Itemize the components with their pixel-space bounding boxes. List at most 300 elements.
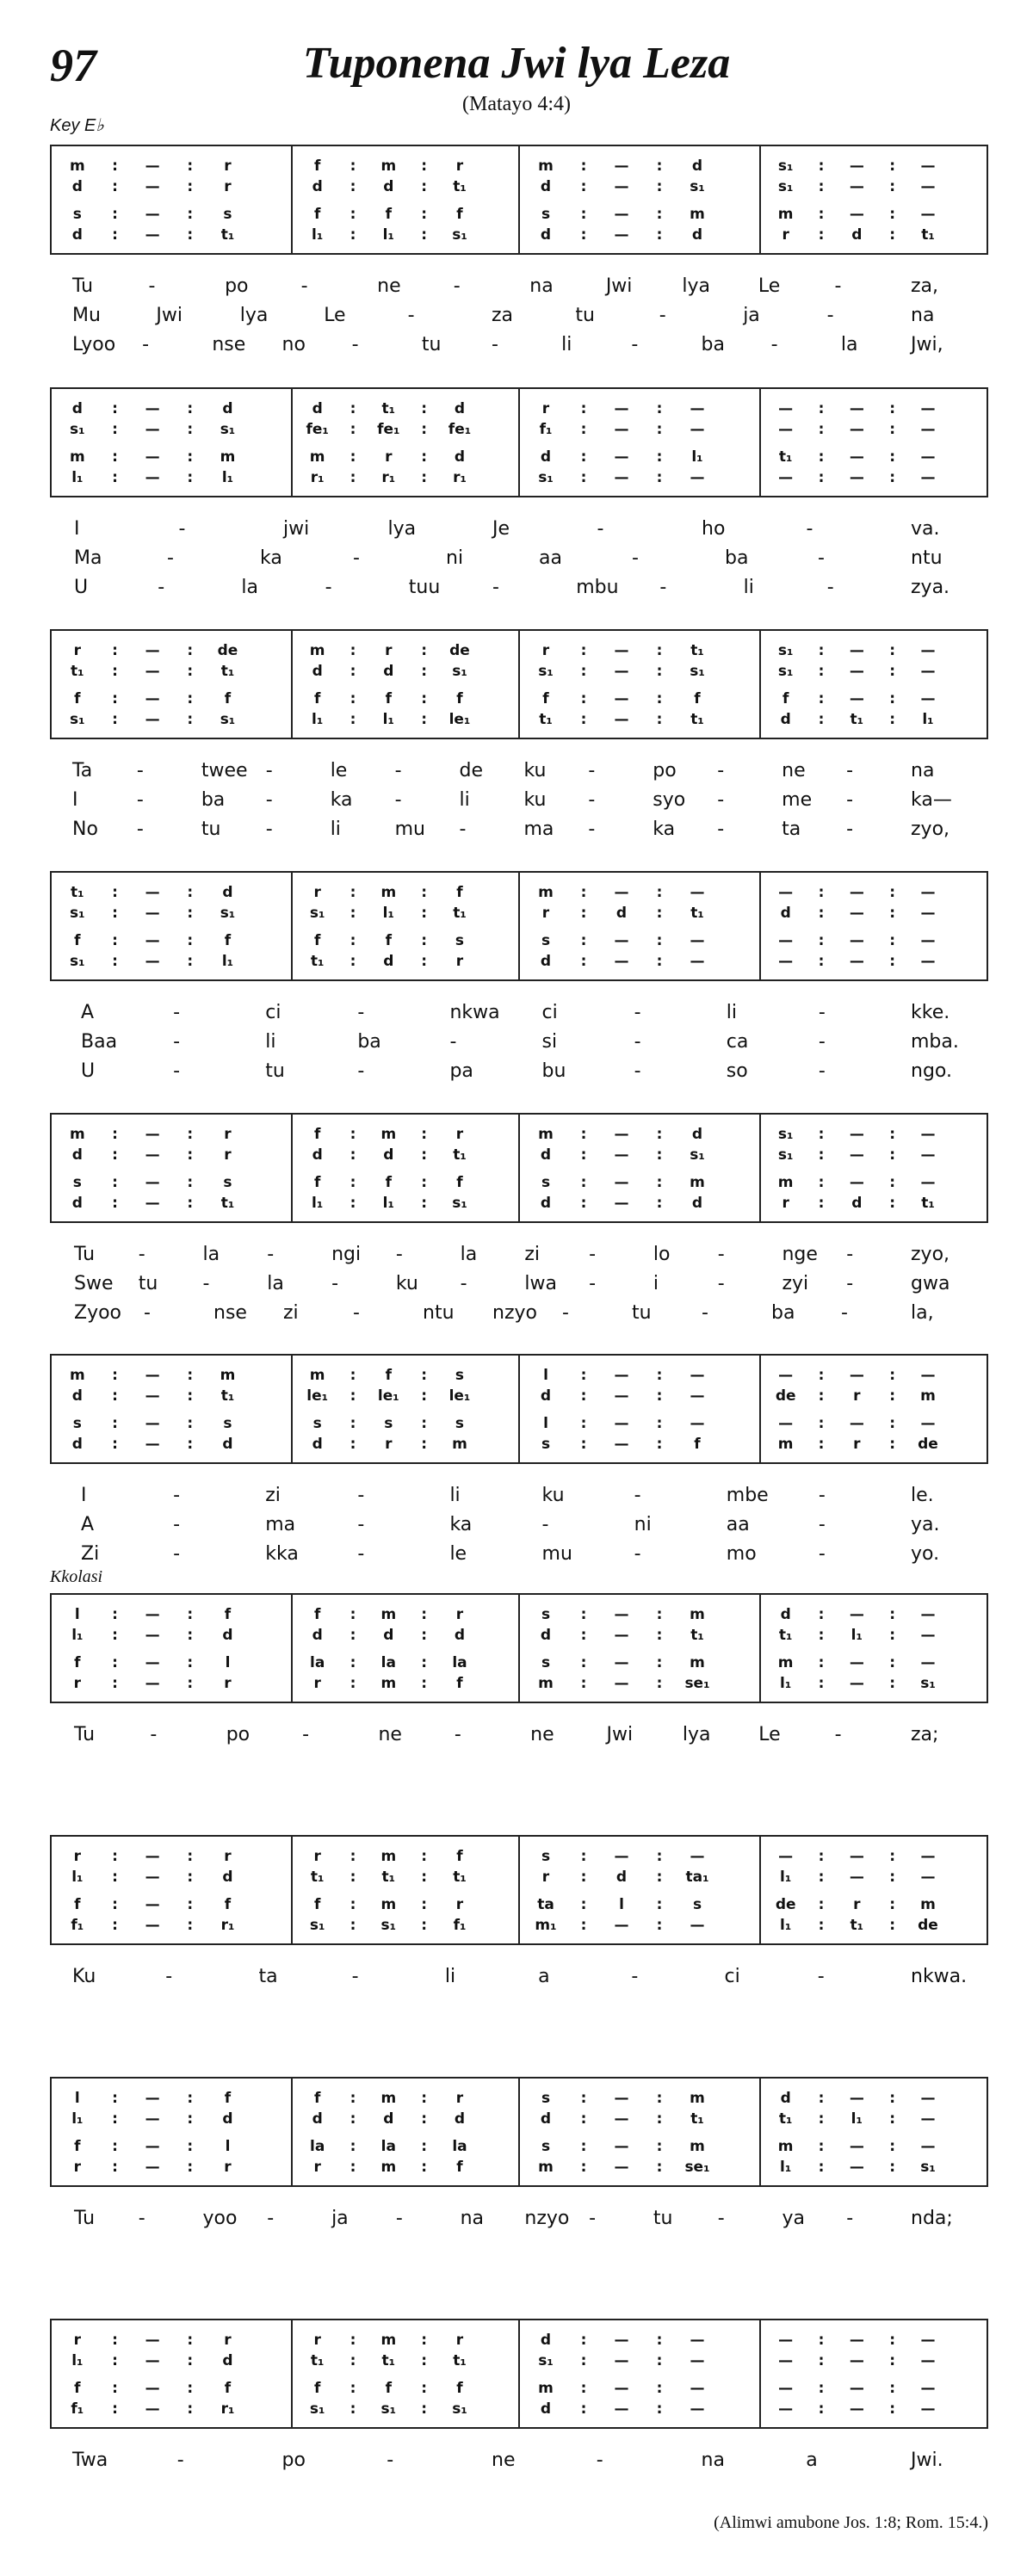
- music-system: [50, 1113, 988, 1330]
- note-beat: —: [145, 1848, 160, 1865]
- beat-separator: :: [112, 2159, 118, 2176]
- beat-separator: :: [187, 1675, 194, 1692]
- note-beat: t₁: [220, 1195, 235, 1212]
- note-beat: t₁: [921, 1195, 935, 1212]
- voice-row: [59, 1387, 284, 1405]
- beat-separator: :: [656, 2110, 663, 2128]
- syllable-hyphen: -: [717, 1244, 725, 1265]
- note-beat: m: [380, 2159, 397, 2176]
- note-beat: —: [849, 2090, 864, 2107]
- beat-separator: :: [818, 1174, 825, 1191]
- note-beat: —: [849, 1869, 864, 1886]
- voice-row: [527, 2110, 754, 2128]
- beat-separator: :: [187, 226, 194, 244]
- note-beat: —: [849, 2159, 864, 2176]
- voice-row: [768, 883, 981, 902]
- beat-separator: :: [580, 1917, 587, 1934]
- syllable-hyphen: -: [167, 547, 174, 569]
- lyric-syllable: la: [460, 1244, 478, 1265]
- note-beat: r: [455, 2090, 464, 2107]
- note-beat: d: [780, 1606, 791, 1623]
- note-beat: f₁: [71, 1917, 84, 1934]
- note-beat: d: [780, 2090, 791, 2107]
- beat-separator: :: [580, 1174, 587, 1191]
- beat-separator: :: [580, 1195, 587, 1212]
- lyric-syllable: kka: [265, 1543, 299, 1565]
- lyric-line: [50, 546, 988, 575]
- beat-separator: :: [187, 448, 194, 466]
- note-beat: m: [380, 158, 397, 175]
- beat-separator: :: [112, 421, 118, 438]
- note-beat: r: [73, 1675, 82, 1692]
- syllable-hyphen: -: [173, 1002, 181, 1023]
- lyric-syllable: ba: [725, 547, 749, 569]
- voice-row: [300, 1414, 513, 1433]
- measure: [291, 2079, 520, 2185]
- lyric-syllable: A: [81, 1514, 95, 1535]
- note-beat: l₁: [691, 448, 703, 466]
- note-beat: l₁: [780, 2159, 792, 2176]
- note-beat: m: [538, 2380, 554, 2397]
- note-beat: l₁: [71, 2352, 84, 2369]
- lyrics-block: [50, 1483, 988, 1571]
- note-beat: —: [145, 932, 160, 949]
- beat-separator: :: [580, 1654, 587, 1671]
- voice-row: [527, 931, 754, 950]
- lyric-syllable: le: [449, 1543, 467, 1565]
- beat-separator: :: [889, 1896, 896, 1913]
- note-beat: l₁: [780, 1675, 792, 1692]
- note-beat: s₁: [690, 1146, 705, 1164]
- beat-separator: :: [421, 905, 428, 922]
- voice-row: [59, 1435, 284, 1454]
- voice-row: [59, 1895, 284, 1914]
- note-beat: f: [74, 1896, 81, 1913]
- note-beat: —: [614, 1436, 629, 1453]
- beat-separator: :: [421, 2380, 428, 2397]
- lyric-syllable: aa: [539, 547, 562, 569]
- note-beat: t₁: [690, 1627, 704, 1644]
- beat-separator: :: [656, 1848, 663, 1865]
- beat-separator: :: [889, 1675, 896, 1692]
- note-beat: —: [614, 158, 629, 175]
- note-beat: f: [456, 1675, 463, 1692]
- note-beat: l₁: [71, 1627, 84, 1644]
- voice-row: [527, 205, 754, 224]
- beat-separator: :: [349, 2400, 356, 2418]
- beat-separator: :: [349, 226, 356, 244]
- beat-separator: :: [818, 2159, 825, 2176]
- note-beat: r: [541, 642, 550, 659]
- note-beat: se₁: [684, 2159, 710, 2176]
- measure: [759, 146, 988, 253]
- measure: [291, 1356, 520, 1462]
- lyric-syllable: nda;: [911, 2208, 953, 2229]
- lyric-syllable: ku: [523, 760, 547, 781]
- note-beat: f: [224, 2380, 232, 2397]
- beat-separator: :: [421, 2138, 428, 2155]
- beat-separator: :: [818, 158, 825, 175]
- note-beat: s₁: [220, 711, 236, 728]
- beat-separator: :: [656, 711, 663, 728]
- note-beat: —: [145, 1896, 160, 1913]
- beat-separator: :: [889, 642, 896, 659]
- note-beat: —: [145, 1367, 160, 1384]
- beat-separator: :: [187, 905, 194, 922]
- beat-separator: :: [656, 469, 663, 486]
- note-beat: —: [614, 1415, 629, 1432]
- voice-row: [768, 1366, 981, 1385]
- lyric-syllable: tuu: [408, 577, 441, 598]
- note-beat: —: [145, 2138, 160, 2155]
- voice-row: [768, 2110, 981, 2128]
- measure: [291, 389, 520, 496]
- lyric-line: [50, 332, 988, 361]
- voice-row: [300, 1653, 513, 1672]
- lyric-syllable: aa: [726, 1514, 750, 1535]
- note-beat: —: [614, 178, 629, 195]
- beat-separator: :: [656, 1896, 663, 1913]
- note-beat: s₁: [777, 1146, 794, 1164]
- beat-separator: :: [349, 1195, 356, 1212]
- syllable-hyphen: -: [138, 1244, 145, 1265]
- lyric-syllable: li: [459, 789, 470, 811]
- voice-row: [300, 2351, 513, 2370]
- beat-separator: :: [656, 421, 663, 438]
- voice-row: [300, 205, 513, 224]
- voice-row: [527, 177, 754, 196]
- note-beat: s₁: [538, 2352, 554, 2369]
- syllable-hyphen: -: [454, 1724, 461, 1745]
- beat-separator: :: [187, 1367, 194, 1384]
- note-beat: d: [222, 1436, 233, 1453]
- note-beat: r: [224, 178, 232, 195]
- note-beat: r: [541, 400, 550, 417]
- syllable-hyphen: -: [178, 518, 186, 540]
- note-beat: d: [383, 178, 394, 195]
- voice-row: [300, 448, 513, 466]
- syllable-hyphen: -: [136, 819, 144, 840]
- syllable-hyphen: -: [818, 1543, 826, 1565]
- voice-row: [300, 1194, 513, 1213]
- note-beat: fe₁: [377, 421, 400, 438]
- beat-separator: :: [349, 1869, 356, 1886]
- lyric-syllable: za;: [911, 1724, 939, 1745]
- note-beat: s₁: [452, 663, 467, 680]
- note-beat: m: [69, 1126, 85, 1143]
- measure: [518, 1595, 761, 1702]
- beat-separator: :: [421, 953, 428, 970]
- syllable-hyphen: -: [634, 1485, 641, 1506]
- beat-separator: :: [112, 2380, 118, 2397]
- measure: [52, 146, 291, 253]
- beat-separator: :: [818, 690, 825, 707]
- voice-row: [300, 662, 513, 681]
- beat-separator: :: [421, 469, 428, 486]
- note-beat: —: [145, 953, 160, 970]
- note-beat: —: [614, 690, 629, 707]
- lyric-syllable: ku: [523, 789, 547, 811]
- note-beat: f₁: [71, 2400, 84, 2418]
- lyric-syllable: I: [74, 518, 80, 540]
- note-beat: —: [145, 206, 160, 223]
- beat-separator: :: [818, 1415, 825, 1432]
- note-beat: m: [777, 206, 794, 223]
- syllable-hyphen: -: [659, 577, 667, 598]
- beat-separator: :: [187, 2110, 194, 2128]
- beat-separator: :: [656, 2400, 663, 2418]
- note-beat: r: [224, 1126, 232, 1143]
- note-beat: d: [540, 178, 552, 195]
- beat-separator: :: [112, 1606, 118, 1623]
- lyric-syllable: twee: [201, 760, 248, 781]
- note-beat: t₁: [453, 905, 467, 922]
- note-beat: —: [690, 400, 705, 417]
- beat-separator: :: [421, 1415, 428, 1432]
- syllable-hyphen: -: [407, 305, 415, 326]
- beat-separator: :: [349, 1606, 356, 1623]
- measure: [52, 1356, 291, 1462]
- syllable-hyphen: -: [818, 1060, 826, 1082]
- beat-separator: :: [112, 400, 118, 417]
- note-beat: la: [452, 2138, 467, 2155]
- beat-separator: :: [818, 2110, 825, 2128]
- note-beat: r: [853, 1387, 861, 1405]
- note-beat: —: [849, 206, 864, 223]
- note-beat: s: [541, 1436, 551, 1453]
- measure: [52, 1115, 291, 1221]
- note-beat: —: [849, 953, 864, 970]
- note-beat: m: [380, 1848, 397, 1865]
- beat-separator: :: [580, 1848, 587, 1865]
- beat-separator: :: [656, 206, 663, 223]
- lyric-syllable: ja: [331, 2208, 349, 2229]
- beat-separator: :: [889, 178, 896, 195]
- beat-separator: :: [818, 1367, 825, 1384]
- beat-separator: :: [112, 1387, 118, 1405]
- note-beat: —: [920, 2380, 936, 2397]
- voice-row: [768, 157, 981, 176]
- lyric-line: [50, 817, 988, 846]
- note-beat: s₁: [220, 421, 236, 438]
- lyric-syllable: la: [241, 577, 258, 598]
- beat-separator: :: [580, 448, 587, 466]
- note-beat: —: [920, 1126, 936, 1143]
- voice-row: [59, 883, 284, 902]
- lyric-syllable: mu: [541, 1543, 572, 1565]
- voice-row: [59, 2110, 284, 2128]
- note-beat: —: [614, 2352, 629, 2369]
- beat-separator: :: [421, 663, 428, 680]
- beat-separator: :: [889, 206, 896, 223]
- beat-separator: :: [580, 2138, 587, 2155]
- voice-row: [300, 177, 513, 196]
- beat-separator: :: [112, 690, 118, 707]
- note-beat: —: [920, 1367, 936, 1384]
- voice-row: [59, 1674, 284, 1693]
- beat-separator: :: [112, 1869, 118, 1886]
- note-beat: f: [694, 1436, 701, 1453]
- note-beat: m: [777, 1436, 794, 1453]
- beat-separator: :: [421, 1896, 428, 1913]
- note-beat: —: [145, 1606, 160, 1623]
- note-beat: f₁: [539, 421, 553, 438]
- lyric-syllable: li: [743, 577, 754, 598]
- syllable-hyphen: -: [818, 1485, 826, 1506]
- beat-separator: :: [187, 1917, 194, 1934]
- note-beat: —: [614, 448, 629, 466]
- note-beat: r: [455, 1606, 464, 1623]
- note-beat: r: [224, 2332, 232, 2349]
- lyric-line: [50, 1722, 988, 1751]
- beat-separator: :: [580, 2110, 587, 2128]
- note-beat: s₁: [220, 905, 236, 922]
- syllable-hyphen: -: [589, 1273, 597, 1294]
- note-beat: —: [778, 2380, 794, 2397]
- voice-row: [768, 2137, 981, 2156]
- note-beat: d: [540, 953, 552, 970]
- staff-box: [50, 1593, 988, 1703]
- voice-row: [300, 883, 513, 902]
- lyric-syllable: yoo: [202, 2208, 238, 2229]
- beat-separator: :: [580, 2352, 587, 2369]
- beat-separator: :: [818, 1654, 825, 1671]
- lyric-syllable: ne: [377, 275, 401, 297]
- lyric-syllable: ba: [771, 1302, 795, 1324]
- beat-separator: :: [580, 1675, 587, 1692]
- voice-row: [527, 399, 754, 418]
- voice-row: [300, 689, 513, 708]
- note-beat: le₁: [377, 1387, 399, 1405]
- voice-row: [300, 1435, 513, 1454]
- lyrics-block: [50, 1964, 988, 1993]
- note-beat: f: [456, 884, 463, 901]
- note-beat: —: [849, 158, 864, 175]
- measure: [52, 2320, 291, 2427]
- voice-row: [527, 1146, 754, 1164]
- note-beat: —: [849, 884, 864, 901]
- beat-separator: :: [889, 2138, 896, 2155]
- voice-row: [527, 904, 754, 923]
- note-beat: —: [690, 421, 705, 438]
- lyric-syllable: Le: [324, 305, 346, 326]
- lyric-line: [50, 1964, 988, 1993]
- note-beat: —: [614, 206, 629, 223]
- note-beat: —: [920, 663, 936, 680]
- beat-separator: :: [656, 2380, 663, 2397]
- syllable-hyphen: -: [492, 577, 499, 598]
- lyric-syllable: ni: [446, 547, 464, 569]
- lyric-line: [50, 1300, 988, 1330]
- beat-separator: :: [818, 1917, 825, 1934]
- note-beat: r₁: [453, 469, 467, 486]
- voice-row: [768, 1868, 981, 1887]
- note-beat: —: [920, 1415, 936, 1432]
- voice-row: [527, 1916, 754, 1935]
- voice-row: [527, 1674, 754, 1693]
- note-beat: d: [71, 1146, 83, 1164]
- syllable-hyphen: -: [136, 789, 144, 811]
- beat-separator: :: [349, 1367, 356, 1384]
- measure: [518, 389, 761, 496]
- note-beat: s: [692, 1896, 702, 1913]
- lyric-syllable: Zi: [81, 1543, 100, 1565]
- note-beat: de: [918, 1917, 938, 1934]
- beat-separator: :: [656, 1675, 663, 1692]
- note-beat: f: [313, 690, 321, 707]
- note-beat: m: [690, 1654, 705, 1671]
- beat-separator: :: [889, 421, 896, 438]
- note-beat: —: [145, 178, 160, 195]
- note-beat: —: [920, 953, 936, 970]
- note-beat: —: [849, 1654, 864, 1671]
- syllable-hyphen: -: [834, 275, 842, 297]
- note-beat: —: [614, 1675, 629, 1692]
- beat-separator: :: [349, 206, 356, 223]
- beat-separator: :: [889, 1126, 896, 1143]
- note-beat: s: [72, 1415, 82, 1432]
- voice-row: [527, 689, 754, 708]
- beat-separator: :: [889, 158, 896, 175]
- voice-row: [300, 904, 513, 923]
- note-beat: f: [385, 1367, 393, 1384]
- lyric-syllable: ku: [541, 1485, 565, 1506]
- voice-row: [768, 177, 981, 196]
- beat-separator: :: [656, 1174, 663, 1191]
- note-beat: r: [782, 226, 789, 244]
- syllable-hyphen: -: [265, 819, 273, 840]
- note-beat: r: [455, 1126, 464, 1143]
- beat-separator: :: [889, 1627, 896, 1644]
- beat-separator: :: [349, 932, 356, 949]
- beat-separator: :: [580, 1367, 587, 1384]
- measure: [759, 1837, 988, 1943]
- lyric-syllable: tu: [575, 305, 595, 326]
- note-beat: d: [540, 1387, 552, 1405]
- note-beat: d: [851, 226, 863, 244]
- note-beat: f: [542, 690, 549, 707]
- voice-row: [59, 1916, 284, 1935]
- beat-separator: :: [421, 642, 428, 659]
- lyric-syllable: ma: [523, 819, 554, 840]
- note-beat: —: [920, 690, 936, 707]
- note-beat: m: [452, 1436, 467, 1453]
- note-beat: —: [614, 953, 629, 970]
- voice-row: [527, 1194, 754, 1213]
- beat-separator: :: [187, 2138, 194, 2155]
- note-beat: d: [780, 905, 791, 922]
- note-beat: s₁: [70, 711, 85, 728]
- lyric-syllable: ka: [449, 1514, 473, 1535]
- lyric-syllable: Tu: [74, 2208, 96, 2229]
- beat-separator: :: [112, 932, 118, 949]
- beat-separator: :: [889, 953, 896, 970]
- note-beat: t₁: [453, 178, 467, 195]
- lyric-syllable: Jwi: [156, 305, 182, 326]
- lyric-syllable: li: [726, 1002, 737, 1023]
- note-beat: d: [615, 905, 628, 922]
- beat-separator: :: [421, 1917, 428, 1934]
- note-beat: —: [614, 2138, 629, 2155]
- lyric-syllable: tu: [632, 1302, 652, 1324]
- beat-separator: :: [656, 932, 663, 949]
- lyrics-block: [50, 1000, 988, 1088]
- note-beat: s: [541, 2138, 551, 2155]
- note-beat: —: [145, 1627, 160, 1644]
- measure: [52, 873, 291, 979]
- syllable-hyphen: -: [165, 1966, 173, 1987]
- voice-row: [59, 177, 284, 196]
